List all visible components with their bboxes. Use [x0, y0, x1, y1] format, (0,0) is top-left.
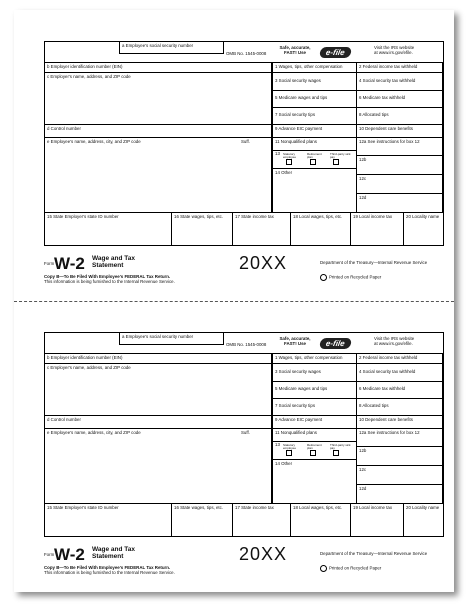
thirdparty-label: Third-party sick pay [330, 152, 351, 159]
ein-label: b Employer identification number (EIN) [47, 355, 123, 360]
department-text: Department of the Treasury—Internal Revenue Service [320, 551, 428, 556]
employee-box[interactable] [45, 138, 272, 212]
box7-label: 7 Social security tips [275, 403, 316, 408]
box14-label: 14 Other [275, 461, 293, 466]
box11-nonqualified[interactable] [272, 429, 357, 442]
box20-label: 20 Locality name [406, 505, 440, 510]
irs-line-1: Visit the IRS website [374, 45, 415, 50]
box4-label: 4 Social security tax withheld [359, 369, 416, 374]
box8-label: 8 Allocated tips [359, 403, 389, 408]
irs-line-1: Visit the IRS website [374, 336, 415, 341]
box17-state-tax[interactable] [233, 503, 291, 536]
efile-logo: e-file [319, 47, 352, 58]
box3-label: 3 Social security wages [275, 78, 321, 83]
w2-sheet [14, 10, 454, 592]
box2-label: 2 Federal income tax withheld [359, 64, 418, 69]
box19-local-tax[interactable] [351, 212, 404, 245]
box4-ss-tax[interactable] [357, 73, 443, 91]
box1-wages[interactable] [272, 62, 357, 73]
omb-number [224, 42, 272, 62]
omb-text: OMB No. 1545-0008 [226, 342, 267, 347]
department-text: Department of the Treasury—Internal Revenue Service [320, 260, 428, 265]
w2-form-grid [44, 332, 444, 537]
w2-title: W-2 [54, 254, 85, 273]
recycled-paper-note [320, 565, 381, 572]
box12b[interactable] [357, 447, 443, 466]
copy-b-line: Copy B—To Be Filed With Employee's FEDERAL Tax Return. [44, 565, 171, 570]
box16-label: 16 State wages, tips, etc. [174, 505, 224, 510]
box17-state-tax[interactable] [233, 212, 291, 245]
box1-label: 1 Wages, tips, other compensation [275, 64, 343, 69]
box19-label: 19 Local income tax [353, 214, 393, 219]
box8-allocated-tips[interactable] [357, 108, 443, 125]
box12d[interactable] [357, 194, 443, 212]
copy-b-line: Copy B—To Be Filed With Employee's FEDERAL Tax Return. [44, 274, 171, 279]
statutory-label: Statutory employee [283, 152, 297, 159]
box5-label: 5 Medicare wages and tips [275, 95, 328, 100]
control-number-box[interactable] [45, 416, 272, 429]
box13-label: 13 [275, 151, 280, 156]
ein-label: b Employer identification number (EIN) [47, 64, 123, 69]
box7-label: 7 Social security tips [275, 112, 316, 117]
recycle-icon [320, 565, 327, 572]
ein-box[interactable] [45, 62, 272, 73]
thirdparty-checkbox-group[interactable] [330, 153, 354, 165]
box11-nonqualified[interactable] [272, 138, 357, 151]
recycle-icon [320, 274, 327, 281]
safe-accurate-text [274, 333, 316, 353]
safe-accurate-text [274, 42, 316, 62]
statutory-label: Statutory employee [283, 443, 297, 450]
box12c[interactable] [357, 466, 443, 485]
form-word: Form [44, 552, 55, 557]
statutory-checkbox[interactable] [286, 159, 292, 165]
w2-copy-bottom [14, 301, 454, 592]
box18-label: 18 Local wages, tips, etc. [293, 214, 343, 219]
tax-year: 20XX [239, 544, 288, 564]
box1-label: 1 Wages, tips, other compensation [275, 355, 343, 360]
box3-ss-wages[interactable] [272, 364, 357, 382]
box9-label: 9 Advance EIC payment [275, 417, 323, 422]
box8-allocated-tips[interactable] [357, 399, 443, 416]
box9-advance-eic[interactable] [272, 125, 357, 138]
irs-website-text [372, 42, 442, 62]
retirement-checkbox-group[interactable] [307, 444, 327, 456]
recycled-label: Printed on Recycled Paper [329, 565, 382, 571]
wage-tax-title [92, 546, 135, 560]
wage-tax-title [92, 255, 135, 269]
recycled-paper-note [320, 274, 381, 281]
box20-locality[interactable] [404, 503, 443, 536]
irs-line-2: at www.irs.gov/efile. [374, 341, 413, 346]
title-line-2: Statement [92, 553, 124, 560]
box15-state[interactable] [45, 503, 172, 536]
employee-box[interactable] [45, 429, 272, 503]
box19-local-tax[interactable] [351, 503, 404, 536]
suffix-label: Suff. [241, 430, 250, 435]
employer-box[interactable] [45, 364, 272, 416]
efile-logo: e-file [319, 338, 352, 349]
box19-label: 19 Local income tax [353, 505, 393, 510]
box11-label: 11 Nonqualified plans [275, 430, 317, 435]
box18-local-wages[interactable] [291, 212, 351, 245]
box14-label: 14 Other [275, 170, 293, 175]
suffix-label: Suff. [241, 139, 250, 144]
retirement-checkbox[interactable] [310, 159, 316, 165]
employee-label: e Employee's name, address, city, and ZIP code [47, 139, 141, 144]
employer-label: c Employer's name, address, and ZIP code [47, 74, 131, 79]
box18-local-wages[interactable] [291, 503, 351, 536]
box17-label: 17 State income tax [235, 505, 274, 510]
statutory-checkbox[interactable] [286, 450, 292, 456]
ssn-label: a Employee's social security number [122, 43, 194, 48]
box13-checkboxes[interactable] [272, 442, 357, 460]
box4-ss-tax[interactable] [357, 364, 443, 382]
box12c-label: 12c [359, 176, 367, 181]
employer-box[interactable] [45, 73, 272, 125]
box2-label: 2 Federal income tax withheld [359, 355, 418, 360]
box18-label: 18 Local wages, tips, etc. [293, 505, 343, 510]
box12b-label: 12b [359, 157, 367, 162]
box1-wages[interactable] [272, 353, 357, 364]
box12d-label: 12d [359, 486, 367, 491]
employee-label: e Employee's name, address, city, and ZIP code [47, 430, 141, 435]
ssn-label: a Employee's social security number [122, 334, 194, 339]
box15-label: 15 State Employer's state ID number [47, 214, 119, 219]
box16-state-wages[interactable] [172, 212, 233, 245]
recycled-label: Printed on Recycled Paper [329, 274, 382, 280]
thirdparty-checkbox-group[interactable] [330, 444, 354, 456]
title-line-1: Wage and Tax [92, 255, 135, 262]
ssn-box-blank [45, 42, 120, 54]
copy-b-text [44, 274, 175, 284]
box5-medicare-wages[interactable] [272, 91, 357, 108]
furnished-line: This information is being furnished to the Internal Revenue Service. [44, 279, 175, 284]
box6-label: 6 Medicare tax withheld [359, 386, 406, 391]
form-footer [44, 252, 442, 292]
box9-label: 9 Advance EIC payment [275, 126, 323, 131]
retirement-checkbox[interactable] [310, 450, 316, 456]
form-word: Form [44, 261, 55, 266]
safe-line-1: Safe, accurate, [279, 336, 311, 341]
box13-checkboxes[interactable] [272, 151, 357, 169]
tax-year: 20XX [239, 253, 288, 273]
box10-label: 10 Dependent care benefits [359, 417, 413, 422]
box12a-label: 12a See instructions for box 12 [359, 139, 420, 144]
box3-label: 3 Social security wages [275, 369, 321, 374]
box2-federal-tax[interactable] [357, 353, 443, 364]
box12d[interactable] [357, 485, 443, 503]
box10-dependent-care[interactable] [357, 416, 443, 429]
box2-federal-tax[interactable] [357, 62, 443, 73]
box20-locality[interactable] [404, 212, 443, 245]
box14-other[interactable] [272, 460, 357, 503]
box4-label: 4 Social security tax withheld [359, 78, 416, 83]
box7-ss-tips[interactable] [272, 399, 357, 416]
box10-label: 10 Dependent care benefits [359, 126, 413, 131]
w2-title: W-2 [54, 545, 85, 564]
ssn-box-blank [45, 333, 120, 345]
retirement-label: Retirement plan [307, 152, 322, 159]
control-label: d Control number [47, 126, 81, 131]
box8-label: 8 Allocated tips [359, 112, 389, 117]
box12d-label: 12d [359, 195, 367, 200]
box16-label: 16 State wages, tips, etc. [174, 214, 224, 219]
w2-copy-top [14, 10, 454, 301]
box10-dependent-care[interactable] [357, 125, 443, 138]
ein-box[interactable] [45, 353, 272, 364]
retirement-checkbox-group[interactable] [307, 153, 327, 165]
form-footer [44, 543, 442, 583]
thirdparty-label: Third-party sick pay [330, 443, 351, 450]
box12a[interactable] [357, 138, 443, 156]
omb-number [224, 333, 272, 353]
box12b-label: 12b [359, 448, 367, 453]
control-label: d Control number [47, 417, 81, 422]
box3-ss-wages[interactable] [272, 73, 357, 91]
box12a-label: 12a See instructions for box 12 [359, 430, 420, 435]
box6-label: 6 Medicare tax withheld [359, 95, 406, 100]
box16-state-wages[interactable] [172, 503, 233, 536]
box6-medicare-tax[interactable] [357, 382, 443, 399]
statutory-checkbox-group[interactable] [283, 153, 303, 165]
thirdparty-checkbox[interactable] [333, 159, 339, 165]
irs-line-2: at www.irs.gov/efile. [374, 50, 413, 55]
ssn-box[interactable] [120, 333, 224, 345]
safe-line-2: FAST! Use [284, 50, 306, 55]
safe-line-2: FAST! Use [284, 341, 306, 346]
box12b[interactable] [357, 156, 443, 175]
title-line-2: Statement [92, 262, 124, 269]
title-line-1: Wage and Tax [92, 546, 135, 553]
w2-form-grid [44, 41, 444, 246]
box12a[interactable] [357, 429, 443, 447]
box5-label: 5 Medicare wages and tips [275, 386, 328, 391]
box7-ss-tips[interactable] [272, 108, 357, 125]
box6-medicare-tax[interactable] [357, 91, 443, 108]
safe-line-1: Safe, accurate, [279, 45, 311, 50]
box12c-label: 12c [359, 467, 367, 472]
furnished-line: This information is being furnished to the Internal Revenue Service. [44, 570, 175, 575]
box5-medicare-wages[interactable] [272, 382, 357, 399]
box14-other[interactable] [272, 169, 357, 212]
copy-b-text [44, 565, 175, 575]
box12c[interactable] [357, 175, 443, 194]
control-number-box[interactable] [45, 125, 272, 138]
box13-label: 13 [275, 442, 280, 447]
box17-label: 17 State income tax [235, 214, 274, 219]
retirement-label: Retirement plan [307, 443, 322, 450]
box9-advance-eic[interactable] [272, 416, 357, 429]
ssn-box[interactable] [120, 42, 224, 54]
employer-label: c Employer's name, address, and ZIP code [47, 365, 131, 370]
box15-state[interactable] [45, 212, 172, 245]
box20-label: 20 Locality name [406, 214, 440, 219]
irs-website-text [372, 333, 442, 353]
omb-text: OMB No. 1545-0008 [226, 51, 267, 56]
statutory-checkbox-group[interactable] [283, 444, 303, 456]
box11-label: 11 Nonqualified plans [275, 139, 317, 144]
box15-label: 15 State Employer's state ID number [47, 505, 119, 510]
thirdparty-checkbox[interactable] [333, 450, 339, 456]
